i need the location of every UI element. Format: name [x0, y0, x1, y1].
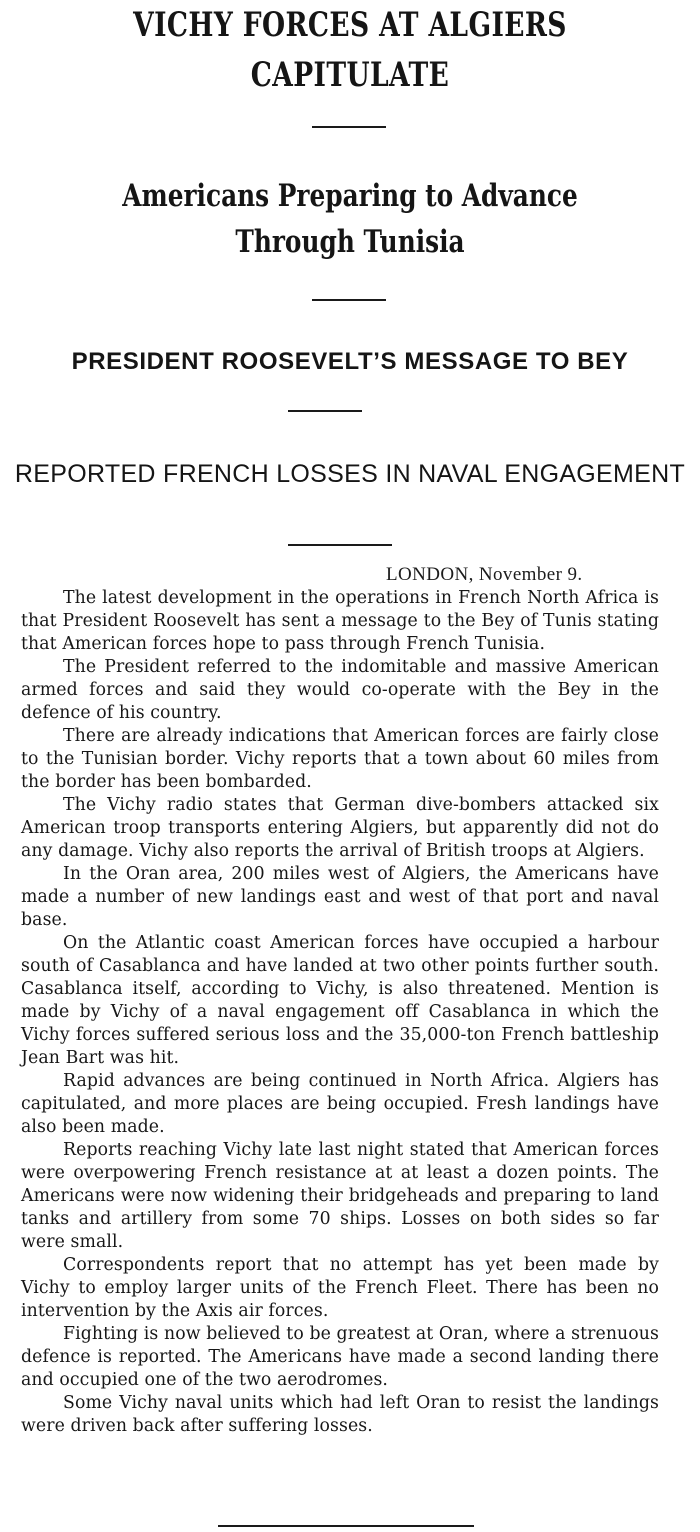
second-headline: Americans Preparing to Advance Through Tunisia: [122, 178, 578, 260]
article-paragraph: Rapid advances are being continued in North Africa. Algiers has capitulated, and more places are being occupied. Fresh landings have also been made.: [21, 1071, 659, 1137]
fourth-headline: REPORTED FRENCH LOSSES IN NAVAL ENGAGEMENT: [14, 460, 686, 488]
headline-divider: [312, 126, 386, 128]
article-body: [21, 587, 659, 1438]
third-headline: PRESIDENT ROOSEVELT’S MESSAGE TO BEY: [71, 348, 629, 375]
end-of-article-rule: [218, 1525, 474, 1527]
main-headline: VICHY FORCES AT ALGIERS CAPITULATE: [133, 5, 567, 95]
article-paragraph: Reports reaching Vichy late last night stated that American forces were overpowering French resistance at at least a dozen points. The Americans were now widening their bridgeheads and preparing to land tanks and artillery from some 70 ships. Losses on both sides so far were small.: [21, 1140, 659, 1252]
article-paragraph: In the Oran area, 200 miles west of Algiers, the Americans have made a number of new landings east and west of that port and naval base.: [21, 864, 659, 930]
dateline: LONDON, November 9.: [386, 564, 583, 585]
article-paragraph: The latest development in the operations in French North Africa is that President Roosevelt has sent a message to the Bey of Tunis stating that American forces hope to pass through French Tunisia.: [21, 588, 659, 654]
headline-divider: [288, 544, 392, 546]
headline-divider: [312, 299, 386, 301]
article-paragraph: There are already indications that American forces are fairly close to the Tunisian border. Vichy reports that a town about 60 miles from the border has been bombarded.: [21, 726, 659, 792]
headline-divider: [288, 410, 362, 412]
article-paragraph: Correspondents report that no attempt has yet been made by Vichy to employ larger units of the French Fleet. There has been no intervention by the Axis air forces.: [21, 1255, 659, 1321]
article-paragraph: Fighting is now believed to be greatest at Oran, where a strenuous defence is reported. The Americans have made a second landing there and occupied one of the two aerodromes.: [21, 1324, 659, 1390]
article-paragraph: Some Vichy naval units which had left Oran to resist the landings were driven back after suffering losses.: [21, 1393, 659, 1436]
article-paragraph: The President referred to the indomitable and massive American armed forces and said they would co-operate with the Bey in the defence of his country.: [21, 657, 659, 723]
article-paragraph: The Vichy radio states that German dive-bombers attacked six American troop transports entering Algiers, but apparently did not do any damage. Vichy also reports the arrival of British troops at Algiers.: [21, 795, 659, 861]
article-paragraph: On the Atlantic coast American forces have occupied a harbour south of Casablanca and have landed at two other points further south. Casablanca itself, according to Vichy, is also threatened. Mention is made by Vichy of a naval engagement off Casablanca in which the Vichy forces suffered serious loss and the 35,000-ton French battleship Jean Bart was hit.: [21, 933, 659, 1068]
